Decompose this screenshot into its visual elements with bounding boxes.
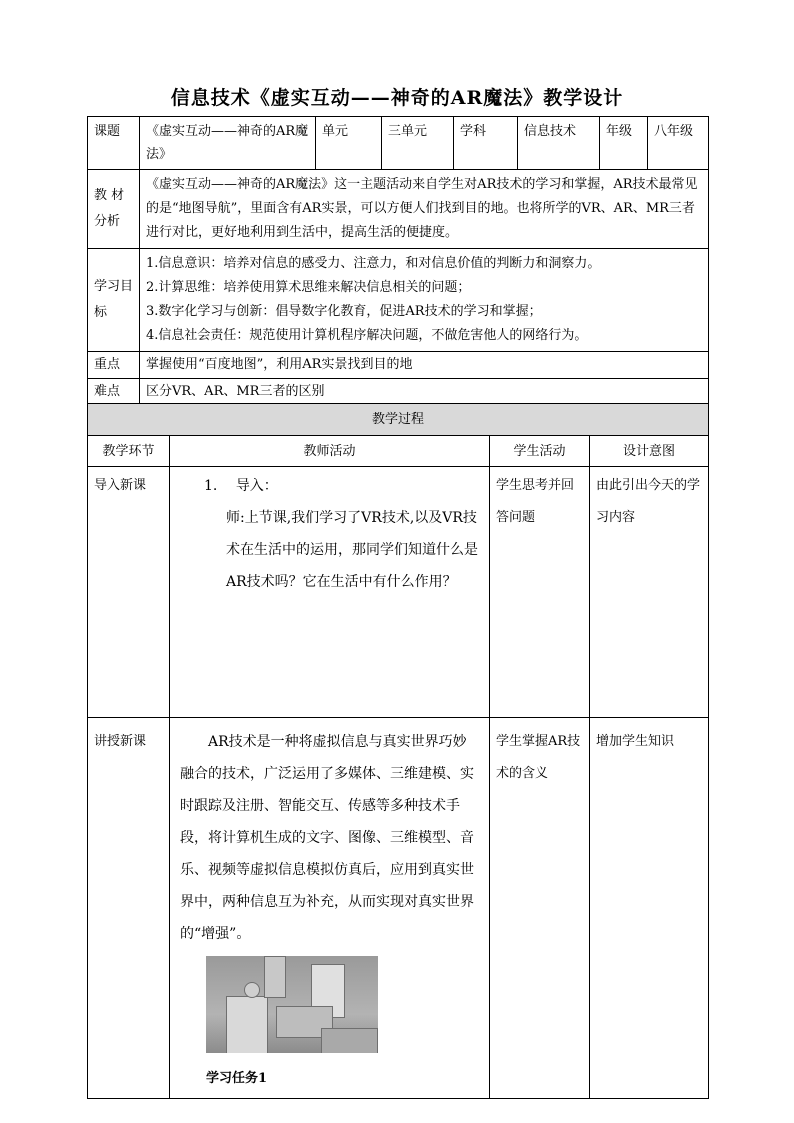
lesson-text: AR技术是一种将虚拟信息与真实世界巧妙融合的技术，广泛运用了多媒体、三维建模、实时跟踪及注册、智能交互、传感等多种技术手段，将计算机生成的文字、图像、三维模型、音乐、视频等虚拟信息模拟仿真后，应用到真实世界中，两种信息互为补充，从而实现对真实世界的“增强”。 <box>180 734 474 942</box>
ar-city-image <box>206 956 378 1053</box>
key-label: 重点 <box>88 352 140 379</box>
unit-label: 单元 <box>316 117 382 170</box>
goal-item: 2.计算思维：培养使用算术思维来解决信息相关的问题； <box>146 280 471 295</box>
intro-text: 师:上节课,我们学习了VR技术,以及VR技术在生活中的运用，那同学们知道什么是AR技术吗？它在生活中有什么作用？ <box>226 510 478 590</box>
unit-value: 三单元 <box>382 117 454 170</box>
intro-heading: 导入： <box>235 478 278 494</box>
goal-item: 1.信息意识：培养对信息的感受力、注意力，和对信息价值的判断力和洞察力。 <box>146 256 601 271</box>
goals-list <box>140 249 709 352</box>
key-text: 掌握使用“百度地图”，利用AR实景找到目的地 <box>140 352 709 379</box>
stage-cell: 讲授新课 <box>88 718 170 1099</box>
student-activity-cell: 学生思考并回答问题 <box>490 467 590 718</box>
teacher-activity-cell <box>170 467 490 718</box>
goal-item: 3.数字化学习与创新：倡导数字化教育，促进AR技术的学习和掌握； <box>146 304 542 319</box>
grade-label: 年级 <box>600 117 648 170</box>
info-table <box>87 116 709 406</box>
topic-label: 课题 <box>88 117 140 170</box>
process-table <box>87 403 709 1099</box>
teacher-activity-cell <box>170 718 490 1099</box>
document-title: 信息技术《虚实互动——神奇的AR魔法》教学设计 <box>170 87 624 109</box>
column-header: 教学环节 <box>88 436 170 467</box>
design-intent-cell: 由此引出今天的学习内容 <box>590 467 709 718</box>
process-header: 教学过程 <box>88 404 709 436</box>
student-activity-cell: 学生掌握AR技术的含义 <box>490 718 590 1099</box>
analysis-text: 《虚实互动——神奇的AR魔法》这一主题活动来自学生对AR技术的学习和掌握，AR技术最常见的是“地图导航”，里面含有AR实景，可以方便人们找到目的地。也将所学的VR、AR、MR三者进行对比，更好地利用到生活中，提高生活的便捷度。 <box>140 170 709 249</box>
stage-cell: 导入新课 <box>88 467 170 718</box>
subject-label: 学科 <box>454 117 518 170</box>
design-intent-cell: 增加学生知识 <box>590 718 709 1099</box>
subject-value: 信息技术 <box>518 117 600 170</box>
goals-label: 学习目标 <box>88 249 140 352</box>
difficult-text: 区分VR、AR、MR三者的区别 <box>140 379 709 406</box>
task-label: 学习任务1 <box>206 1071 268 1086</box>
topic-value: 《虚实互动——神奇的AR魔法》 <box>140 117 316 170</box>
analysis-label: 教 材分析 <box>88 170 140 249</box>
grade-value: 八年级 <box>648 117 709 170</box>
column-header: 教师活动 <box>170 436 490 467</box>
column-header: 设计意图 <box>590 436 709 467</box>
goal-item: 4.信息社会责任：规范使用计算机程序解决问题，不做危害他人的网络行为。 <box>146 328 588 343</box>
difficult-label: 难点 <box>88 379 140 406</box>
intro-number: 1. <box>204 478 218 494</box>
column-header: 学生活动 <box>490 436 590 467</box>
